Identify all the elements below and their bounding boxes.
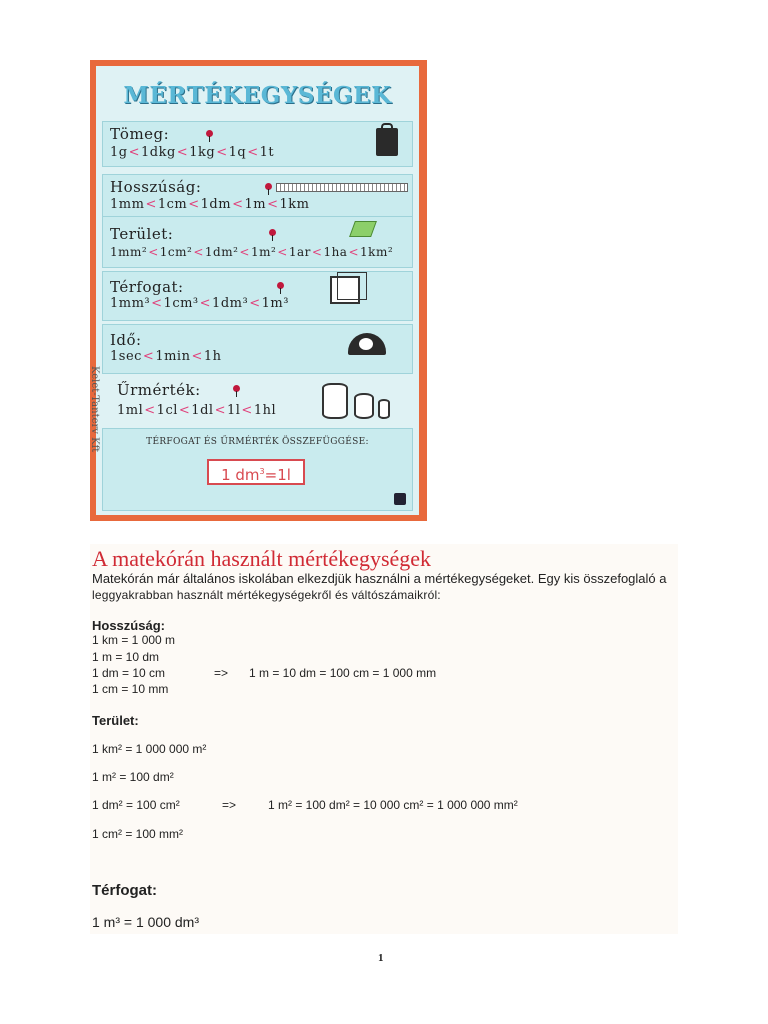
section-heading-area: Terület: — [92, 713, 139, 728]
cylinder-icon — [378, 399, 390, 419]
poster-row-mass — [102, 121, 413, 167]
poster-row-label: Hosszúság: — [110, 178, 202, 196]
arrow-text: => — [222, 798, 237, 812]
poster-row-capacity — [102, 374, 413, 426]
length-line: 1 km = 1 000 m — [92, 633, 176, 647]
section-heading-volume: Térfogat: — [92, 882, 157, 899]
intro-line: leggyakrabban használt mértékegységekről és váltószámaikról: — [92, 588, 441, 602]
poster-row-formula: 1mm<1cm<1dm<1m<1km — [110, 197, 310, 212]
poster-row-formula: 1mm³<1cm³<1dm³<1m³ — [110, 296, 289, 311]
area-result: 1 m² = 100 dm² = 10 000 cm² = 1 000 000 mm² — [268, 798, 518, 812]
poster-image — [90, 60, 427, 521]
poster-row-time — [102, 324, 413, 374]
relation-formula: 1 $dm^3=1l$ — [207, 459, 305, 485]
ruler-icon — [276, 183, 408, 192]
section-heading-length: Hosszúság: — [92, 618, 165, 633]
poster-row-formula: 1sec<1min<1h — [110, 349, 222, 364]
poster-row-label: Űrmérték: — [117, 381, 201, 399]
arrow-text: => — [214, 666, 229, 680]
cube-icon — [330, 276, 360, 304]
pin-icon — [269, 229, 276, 236]
pin-icon — [206, 130, 213, 137]
area-line: 1 km² = 1 000 000 m² — [92, 742, 207, 756]
poster-relation-box — [102, 428, 413, 511]
poster-row-label: Térfogat: — [110, 278, 184, 296]
weight-icon — [376, 128, 398, 156]
poster-row-label: Idő: — [110, 331, 142, 349]
poster-row-volume — [102, 271, 413, 321]
poster-row-label: Terület: — [110, 225, 174, 243]
clock-icon — [348, 333, 386, 355]
area-line: 1 cm² = 100 mm² — [92, 827, 184, 841]
area-line: 1 m² = 100 dm² — [92, 770, 174, 784]
poster-inner — [89, 66, 419, 515]
leaf-icon — [349, 221, 377, 237]
poster-row-formula: 1ml<1cl<1dl<1l<1hl — [117, 403, 277, 418]
poster-row-label: Tömeg: — [110, 125, 170, 143]
poster-side-text: Kelet-Tanterv Kft — [89, 366, 100, 453]
length-result: 1 m = 10 dm = 100 cm = 1 000 mm — [249, 666, 437, 680]
poster-row-length — [102, 174, 413, 220]
cylinder-icon — [322, 383, 348, 419]
length-line: 1 cm = 10 mm — [92, 682, 169, 696]
poster-title: MÉRTÉKEGYSÉGEK — [123, 82, 392, 109]
page-number: 1 — [378, 952, 384, 964]
pin-icon — [265, 183, 272, 190]
poster-row-formula: 1mm²<1cm²<1dm²<1m²<1ar<1ha<1km² — [110, 245, 394, 259]
article-title: A matekórán használt mértékegységek — [92, 546, 432, 571]
pin-icon — [277, 282, 284, 289]
area-line-with-result: 1 dm² = 100 cm² => 1 m² = 100 dm² = 10 000 cm² = 1 000 000 mm² — [92, 798, 518, 812]
poster-row-area — [102, 216, 413, 268]
intro-line: Matekórán már általános iskolában elkezdjük használni a mértékegységeket. Egy kis összefoglaló a — [92, 571, 667, 586]
length-line: 1 m = 10 dm — [92, 650, 160, 664]
article — [90, 544, 678, 934]
relation-title: TÉRFOGAT ÉS ŰRMÉRTÉK ÖSSZEFÜGGÉSE: — [146, 437, 369, 447]
pin-icon — [233, 385, 240, 392]
poster-row-formula: 1g<1dkg<1kg<1q<1t — [110, 145, 275, 160]
cylinder-icon — [354, 393, 374, 419]
volume-line: 1 m³ = 1 000 dm³ — [92, 914, 199, 930]
publisher-logo-icon — [394, 493, 406, 505]
length-line-with-result: 1 dm = 10 cm => 1 m = 10 dm = 100 cm = 1 000 mm — [92, 666, 437, 680]
article-intro — [92, 571, 676, 603]
